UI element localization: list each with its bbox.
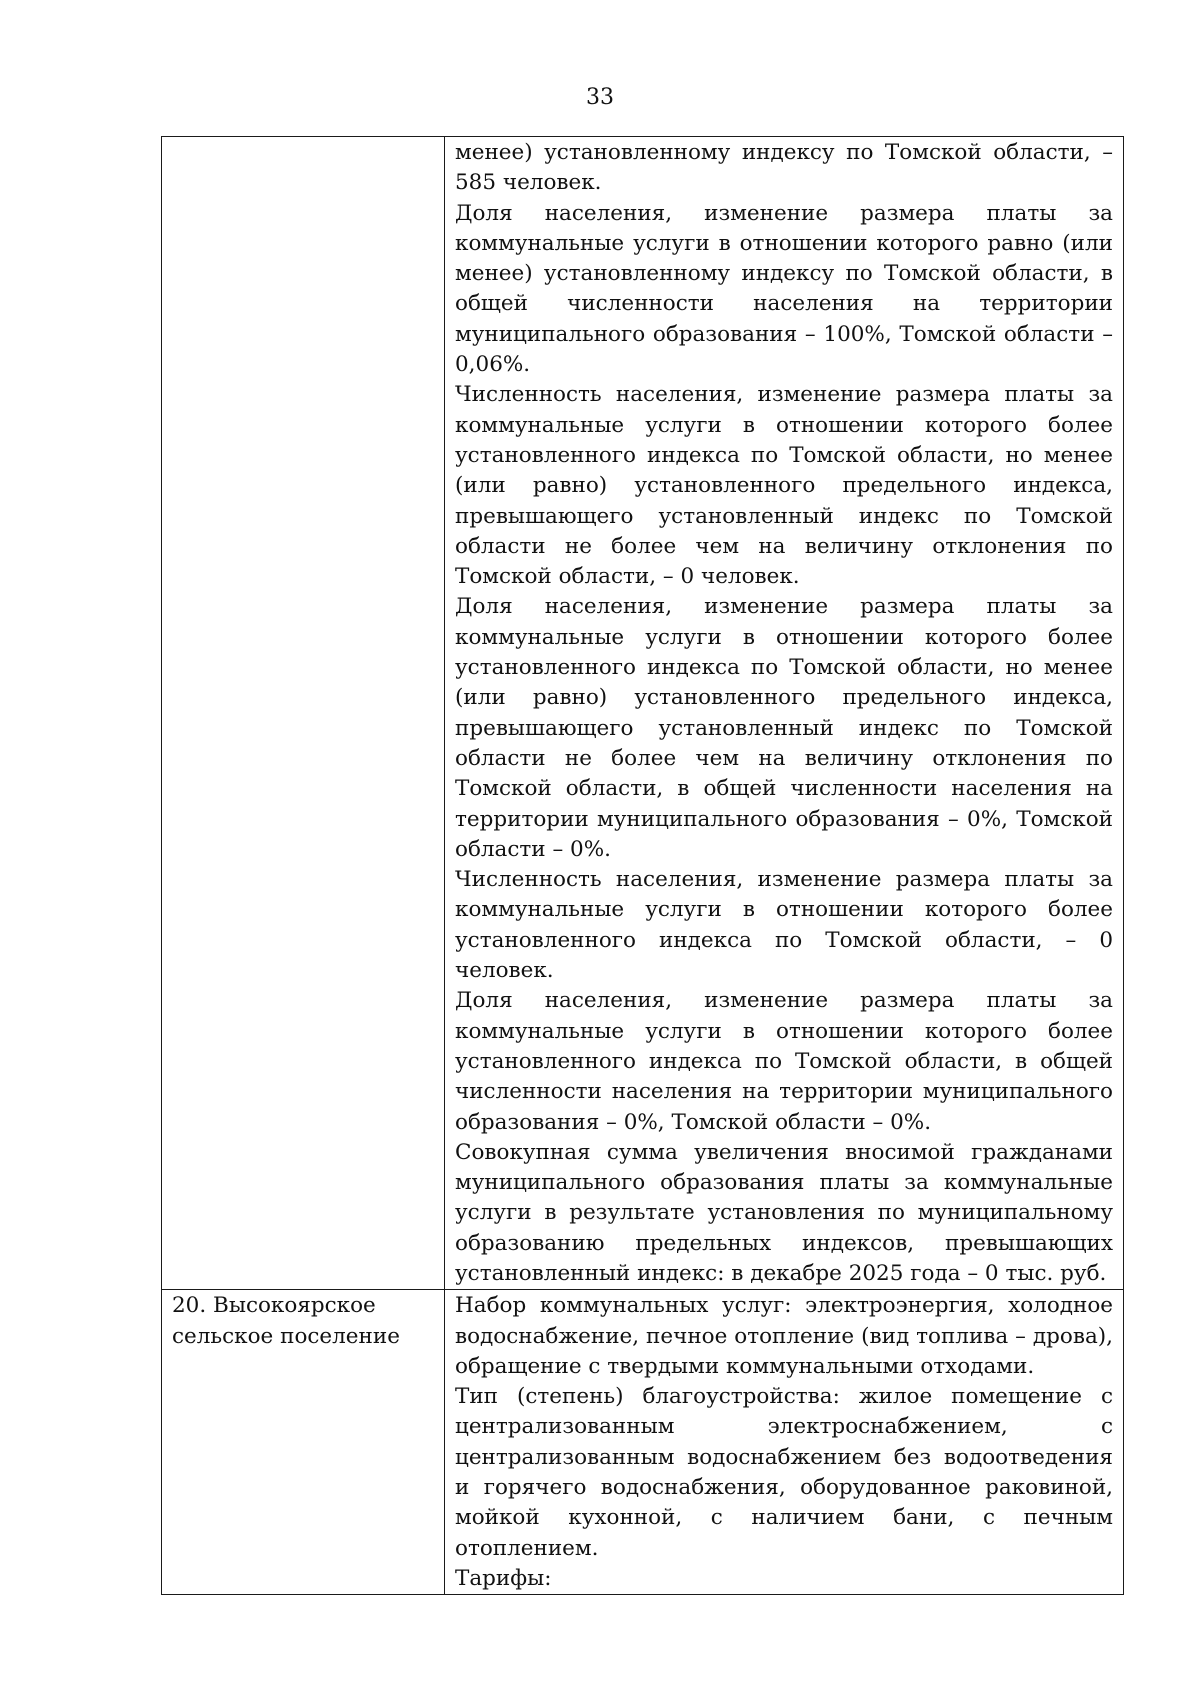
table-row	[162, 137, 1124, 1290]
paragraph: Тарифы:	[455, 1565, 552, 1591]
indicators-cell	[445, 137, 1124, 1290]
municipality-table	[161, 136, 1124, 1595]
municipality-name: 20. Высокоярское сельское поселение	[172, 1293, 400, 1349]
municipality-cell	[162, 1290, 445, 1595]
paragraph: Доля населения, изменение размера платы за коммунальные услуги в отношении которого более установленного индекса по Томской области, в общей численности населения на территории муниципального образования – 0%, Томской области – 0%.	[455, 988, 1113, 1135]
indicators-cell	[445, 1290, 1124, 1595]
paragraph: Тип (степень) благоустройства: жилое помещение с централизованным электроснабжением, с централизованным водоснабжением без водоотведения и горячего водоснабжения, оборудованное раковиной, мойкой кухонной, с наличием бани, с печным отоплением.	[455, 1384, 1113, 1561]
paragraph: Численность населения, изменение размера платы за коммунальные услуги в отношении которого более установленного индекса по Томской области, – 0 человек.	[455, 867, 1113, 984]
paragraph: Численность населения, изменение размера платы за коммунальные услуги в отношении которого более установленного индекса по Томской области, но менее (или равно) установленного предельного индекса, превышающего установленный индекс по Томской области не более чем на величину отклонения по Томской области, – 0 человек.	[455, 382, 1113, 590]
table-row	[162, 1290, 1124, 1595]
paragraph: Доля населения, изменение размера платы за коммунальные услуги в отношении которого равно (или менее) установленному индексу по Томской области, в общей численности населения на территории муниципального образования – 100%, Томской области – 0,06%.	[455, 200, 1113, 378]
page-number: 33	[586, 85, 614, 110]
paragraph: менее) установленному индексу по Томской области, – 585 человек.	[455, 140, 1113, 196]
paragraph: Совокупная сумма увеличения вносимой гражданами муниципального образования платы за коммунальные услуги в результате установления по муниципальному образованию предельных индексов, превышающих установленный индекс: в декабре 2025 года – 0 тыс. руб.	[455, 1139, 1113, 1286]
municipality-name	[162, 137, 444, 138]
paragraph: Набор коммунальных услуг: электроэнергия, холодное водоснабжение, печное отопление (вид топлива – дрова), обращение с твердыми коммунальными отходами.	[455, 1293, 1113, 1379]
municipality-cell	[162, 137, 445, 1290]
paragraph: Доля населения, изменение размера платы за коммунальные услуги в отношении которого более установленного индекса по Томской области, но менее (или равно) установленного предельного индекса, превышающего установленный индекс по Томской области не более чем на величину отклонения по Томской области, в общей численности населения на территории муниципального образования – 0%, Томской области – 0%.	[455, 594, 1113, 862]
